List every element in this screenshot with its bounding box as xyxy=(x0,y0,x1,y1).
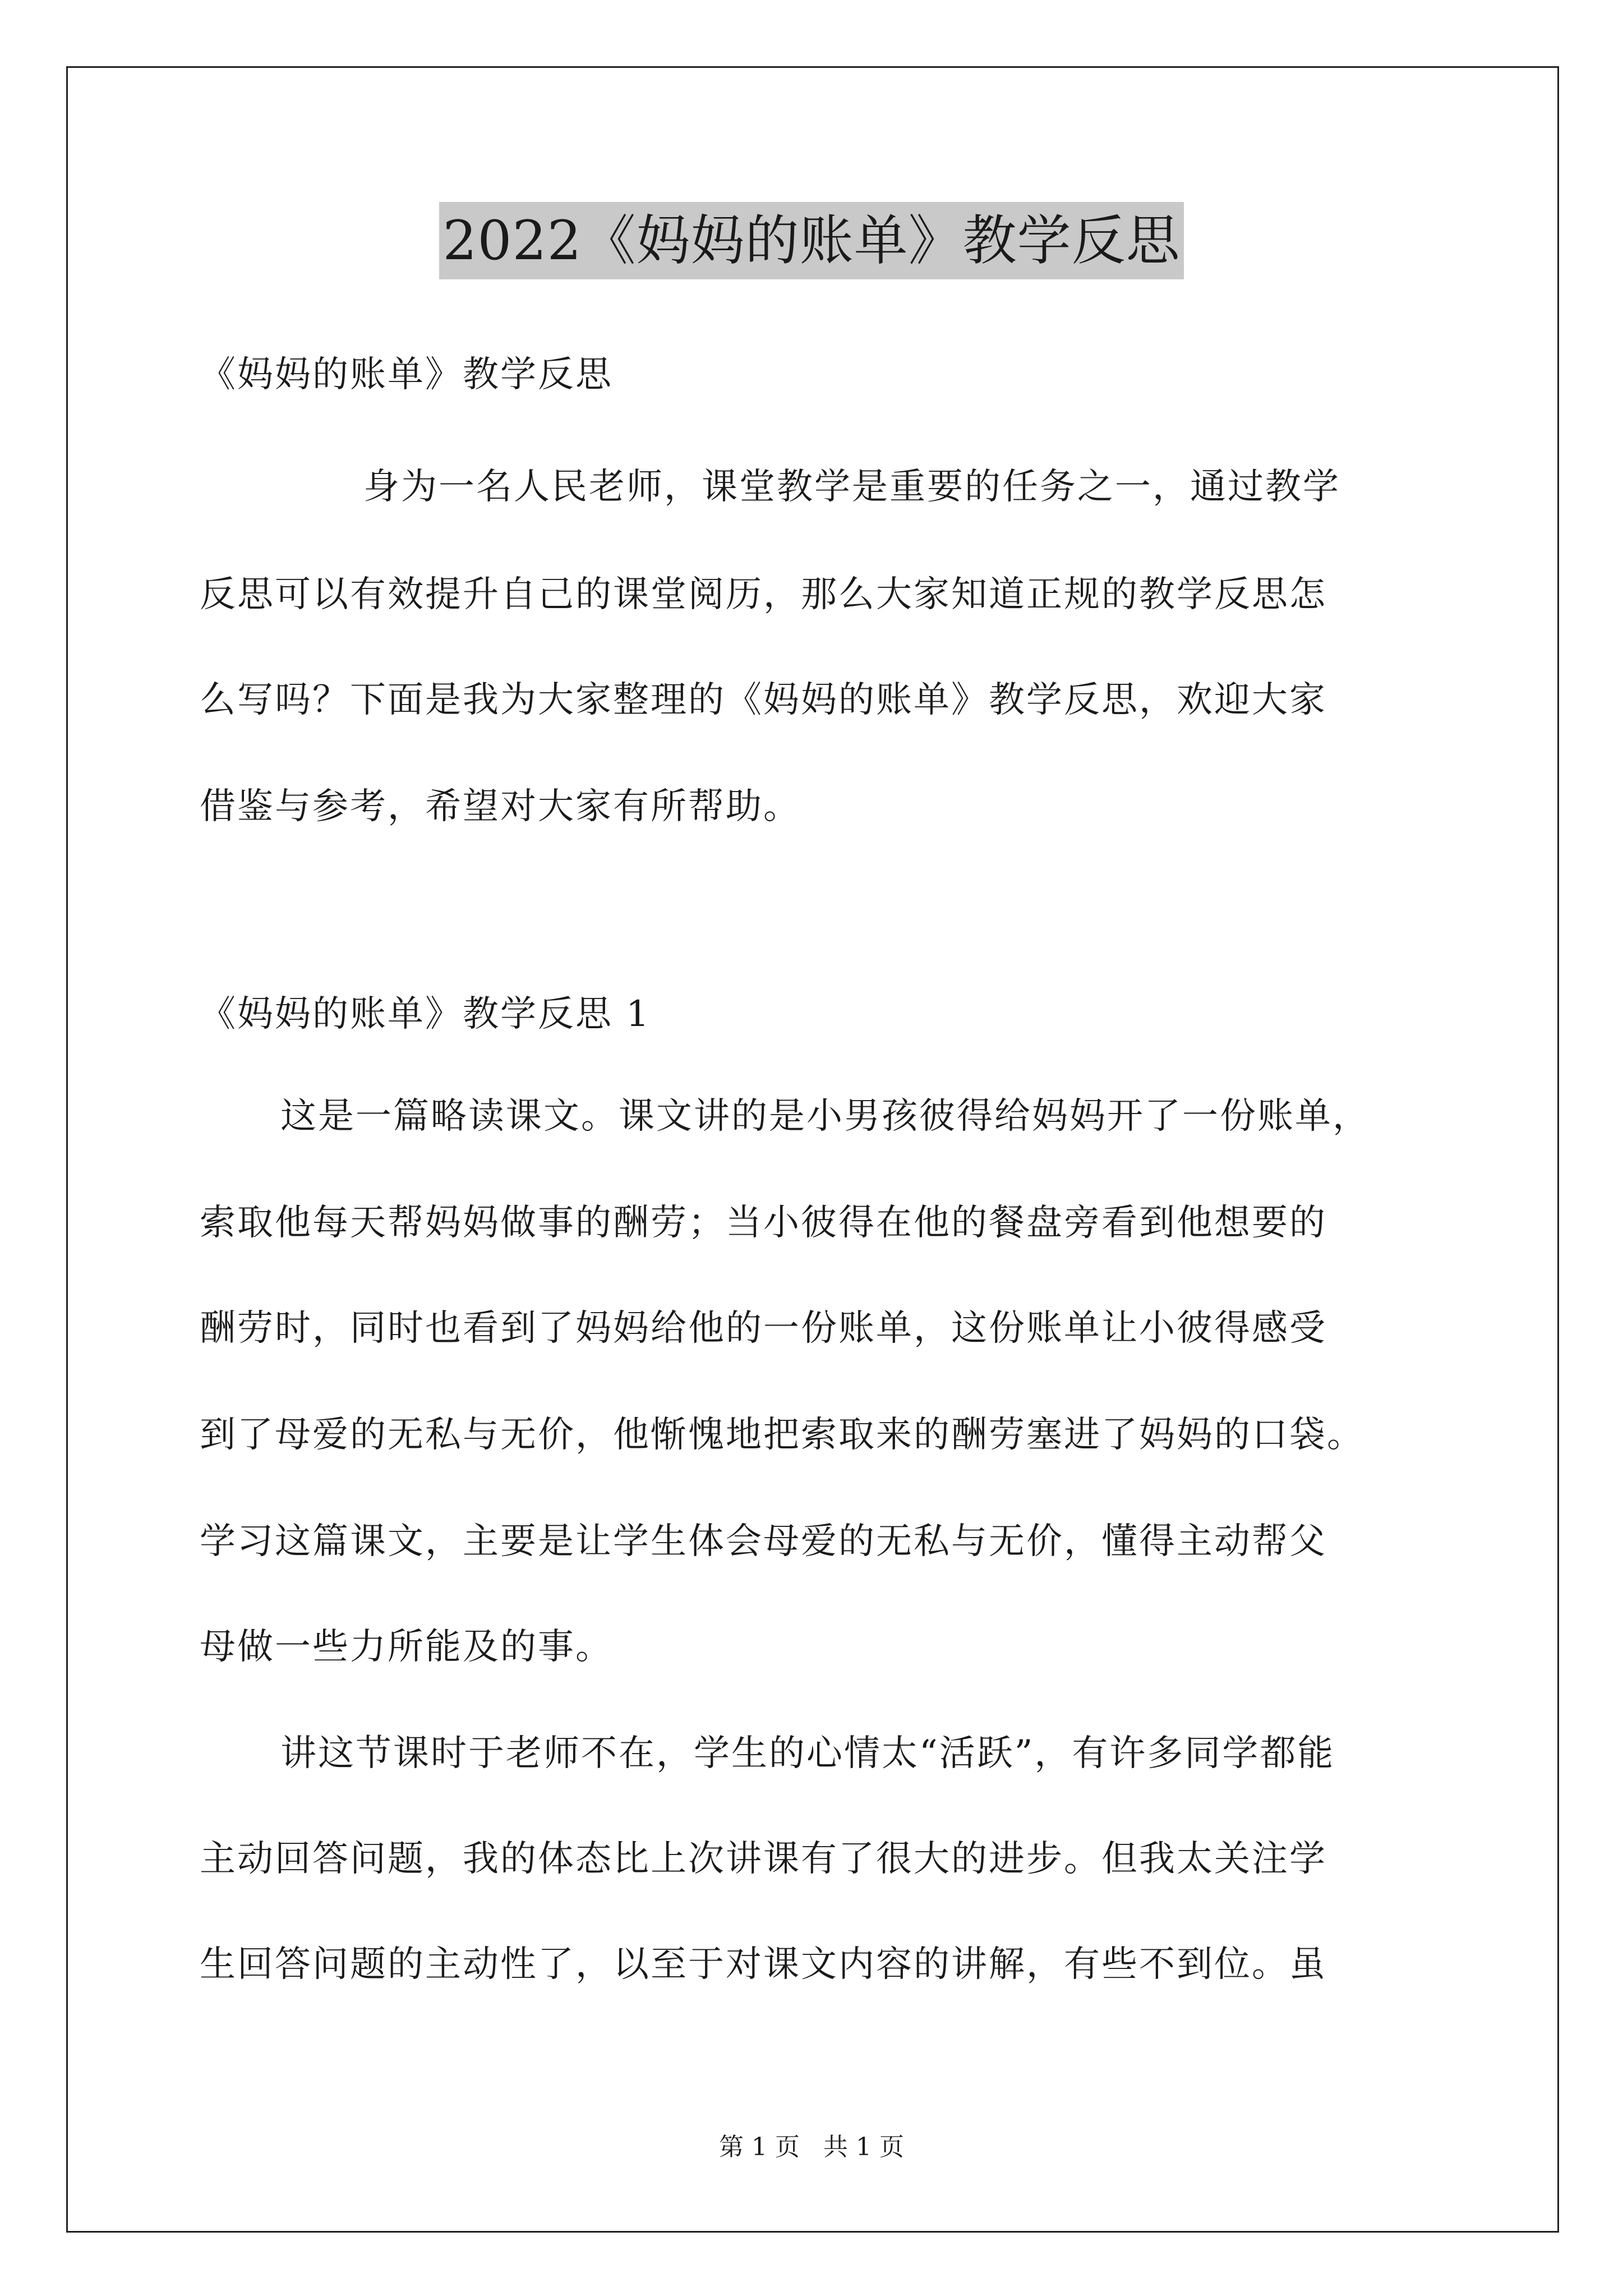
paragraph-line: 主动回答问题，我的体态比上次讲课有了很大的进步。但我太关注学 xyxy=(200,1838,1327,1880)
paragraph-line: 到了母爱的无私与无价，他惭愧地把索取来的酬劳塞进了妈妈的口袋。 xyxy=(200,1414,1364,1456)
document-title: 2022《妈妈的账单》教学反思 xyxy=(439,202,1183,279)
paragraph-line: 学习这篇课文，主要是让学生体会母爱的无私与无价，懂得主动帮父 xyxy=(200,1521,1327,1562)
paragraph-line: 身为一名人民老师，课堂教学是重要的任务之一，通过教学 xyxy=(363,466,1340,508)
paragraph-line: 索取他每天帮妈妈做事的酬劳；当小彼得在他的餐盘旁看到他想要的 xyxy=(200,1202,1327,1244)
title-container xyxy=(0,202,1623,279)
paragraph-line: 母做一些力所能及的事。 xyxy=(200,1626,613,1668)
paragraph-line: 生回答问题的主动性了，以至于对课文内容的讲解，有些不到位。虽 xyxy=(200,1944,1327,1985)
paragraph-line: 么写吗？下面是我为大家整理的《妈妈的账单》教学反思，欢迎大家 xyxy=(200,679,1327,721)
intro-heading: 《妈妈的账单》教学反思 xyxy=(200,354,613,395)
paragraph-line: 反思可以有效提升自己的课堂阅历，那么大家知道正规的教学反思怎 xyxy=(200,574,1327,615)
paragraph-line: 这是一篇略读课文。课文讲的是小男孩彼得给妈妈开了一份账单， xyxy=(280,1096,1370,1137)
paragraph-line: 酬劳时，同时也看到了妈妈给他的一份账单，这份账单让小彼得感受 xyxy=(200,1308,1327,1349)
paragraph-line: 借鉴与参考，希望对大家有所帮助。 xyxy=(200,786,801,827)
paragraph-line: 讲这节课时于老师不在，学生的心情太“活跃”，有许多同学都能 xyxy=(280,1733,1335,1774)
section-heading: 《妈妈的账单》教学反思 1 xyxy=(200,993,651,1035)
page-footer: 第 1 页 共 1 页 xyxy=(719,2133,904,2161)
